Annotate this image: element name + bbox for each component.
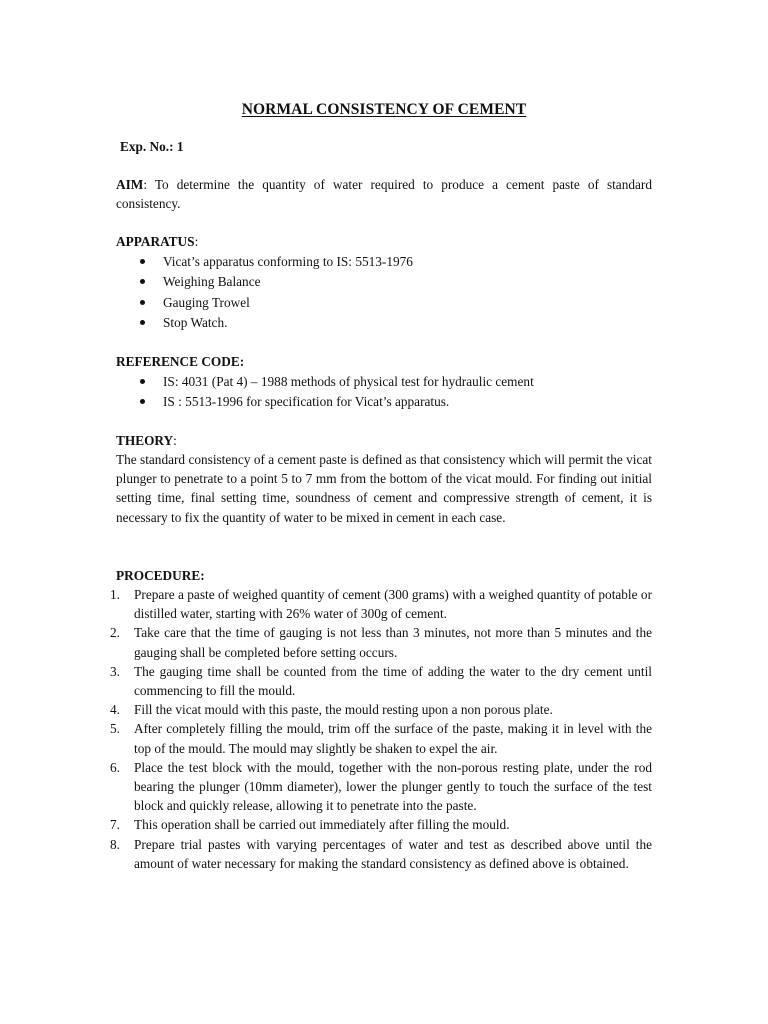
bullet-icon	[140, 279, 145, 284]
reference-item: IS: 4031 (Pat 4) – 1988 methods of physical test for hydraulic cement	[163, 374, 534, 389]
procedure-steps	[110, 585, 652, 873]
procedure-step	[110, 700, 652, 719]
reference-heading: REFERENCE CODE:	[116, 354, 245, 369]
apparatus-item: Weighing Balance	[163, 274, 261, 290]
aim-label: AIM	[116, 177, 144, 192]
theory-heading-colon: :	[173, 433, 177, 448]
list-item	[140, 293, 660, 313]
procedure-heading: PROCEDURE:	[116, 568, 205, 583]
step-text: Fill the vicat mould with this paste, the mould resting upon a non porous plate.	[134, 702, 553, 718]
step-number: 6.	[110, 759, 120, 775]
step-number: 1.	[110, 587, 120, 602]
aim-text: : To determine the quantity of water required to produce a cement paste of standard consistency.	[116, 177, 652, 212]
theory-paragraph: The standard consistency of a cement paste is defined as that consistency which will permit the vicat plunger to penetrate to a point 5 to 7 mm from the bottom of the vicat mould. For finding out initial setting time, final setting time, soundness of cement and compressive strength of cement, it is necessary to fix the quantity of water to be mixed in cement in each case.	[116, 452, 652, 525]
experiment-number: Exp. No.: 1	[120, 139, 184, 154]
step-number: 3.	[110, 663, 120, 679]
step-number: 5.	[110, 721, 120, 737]
bullet-icon	[140, 320, 145, 325]
step-text: The gauging time shall be counted from the time of adding the water to the dry cement until commencing to fill the mould.	[134, 663, 652, 699]
step-text: This operation shall be carried out immediately after filling the mould.	[134, 817, 510, 833]
bullet-icon	[140, 399, 145, 404]
list-item	[140, 372, 660, 392]
procedure-step	[110, 662, 652, 700]
theory-heading-text: THEORY	[116, 433, 174, 448]
list-item	[140, 252, 660, 272]
apparatus-item: Stop Watch.	[163, 314, 228, 330]
procedure-step	[110, 585, 652, 623]
list-item	[140, 392, 660, 412]
apparatus-item: Vicat’s apparatus conforming to IS: 5513-1976	[163, 254, 413, 269]
bullet-icon	[140, 259, 145, 264]
apparatus-item: Gauging Trowel	[163, 294, 250, 310]
procedure-step	[110, 719, 652, 757]
reference-item: IS : 5513-1996 for specification for Vicat’s apparatus.	[163, 394, 450, 410]
procedure-step	[110, 835, 652, 873]
apparatus-heading-colon: :	[194, 234, 199, 249]
procedure-step	[110, 815, 652, 834]
apparatus-heading-text: APPARATUS	[116, 234, 195, 249]
procedure-step	[110, 623, 652, 661]
step-text: After completely filling the mould, trim off the surface of the paste, making it in level with the top of the mould. The mould may slightly be shaken to expel the air.	[134, 721, 652, 756]
page-title: NORMAL CONSISTENCY OF CEMENT	[241, 101, 527, 118]
apparatus-list	[140, 252, 660, 333]
step-text: Place the test block with the mould, together with the non-porous resting plate, under the rod bearing the plunger (10mm diameter), lower the plunger gently to touch the surface of the test block and quickly release, allowing it to penetrate into the paste.	[134, 759, 652, 814]
theory-heading	[116, 431, 652, 450]
reference-list	[140, 372, 660, 413]
bullet-icon	[140, 300, 145, 305]
list-item	[140, 313, 660, 333]
step-text: Prepare a paste of weighed quantity of cement (300 grams) with a weighed quantity of potable or distilled water, starting with 26% water of 300g of cement.	[134, 587, 652, 622]
aim-section	[116, 175, 652, 213]
list-item	[140, 272, 660, 292]
step-text: Prepare trial pastes with varying percentages of water and test as described above until the amount of water necessary for making the standard consistency as defined above is obtained.	[134, 836, 652, 871]
step-number: 2.	[110, 625, 120, 641]
procedure-step	[110, 758, 652, 816]
step-number: 7.	[110, 817, 120, 833]
step-number: 8.	[110, 836, 120, 852]
step-text: Take care that the time of gauging is not less than 3 minutes, not more than 5 minutes and the gauging shall be completed before setting occurs.	[134, 625, 652, 660]
bullet-icon	[140, 379, 145, 384]
step-number: 4.	[110, 702, 120, 718]
apparatus-heading	[116, 232, 652, 251]
